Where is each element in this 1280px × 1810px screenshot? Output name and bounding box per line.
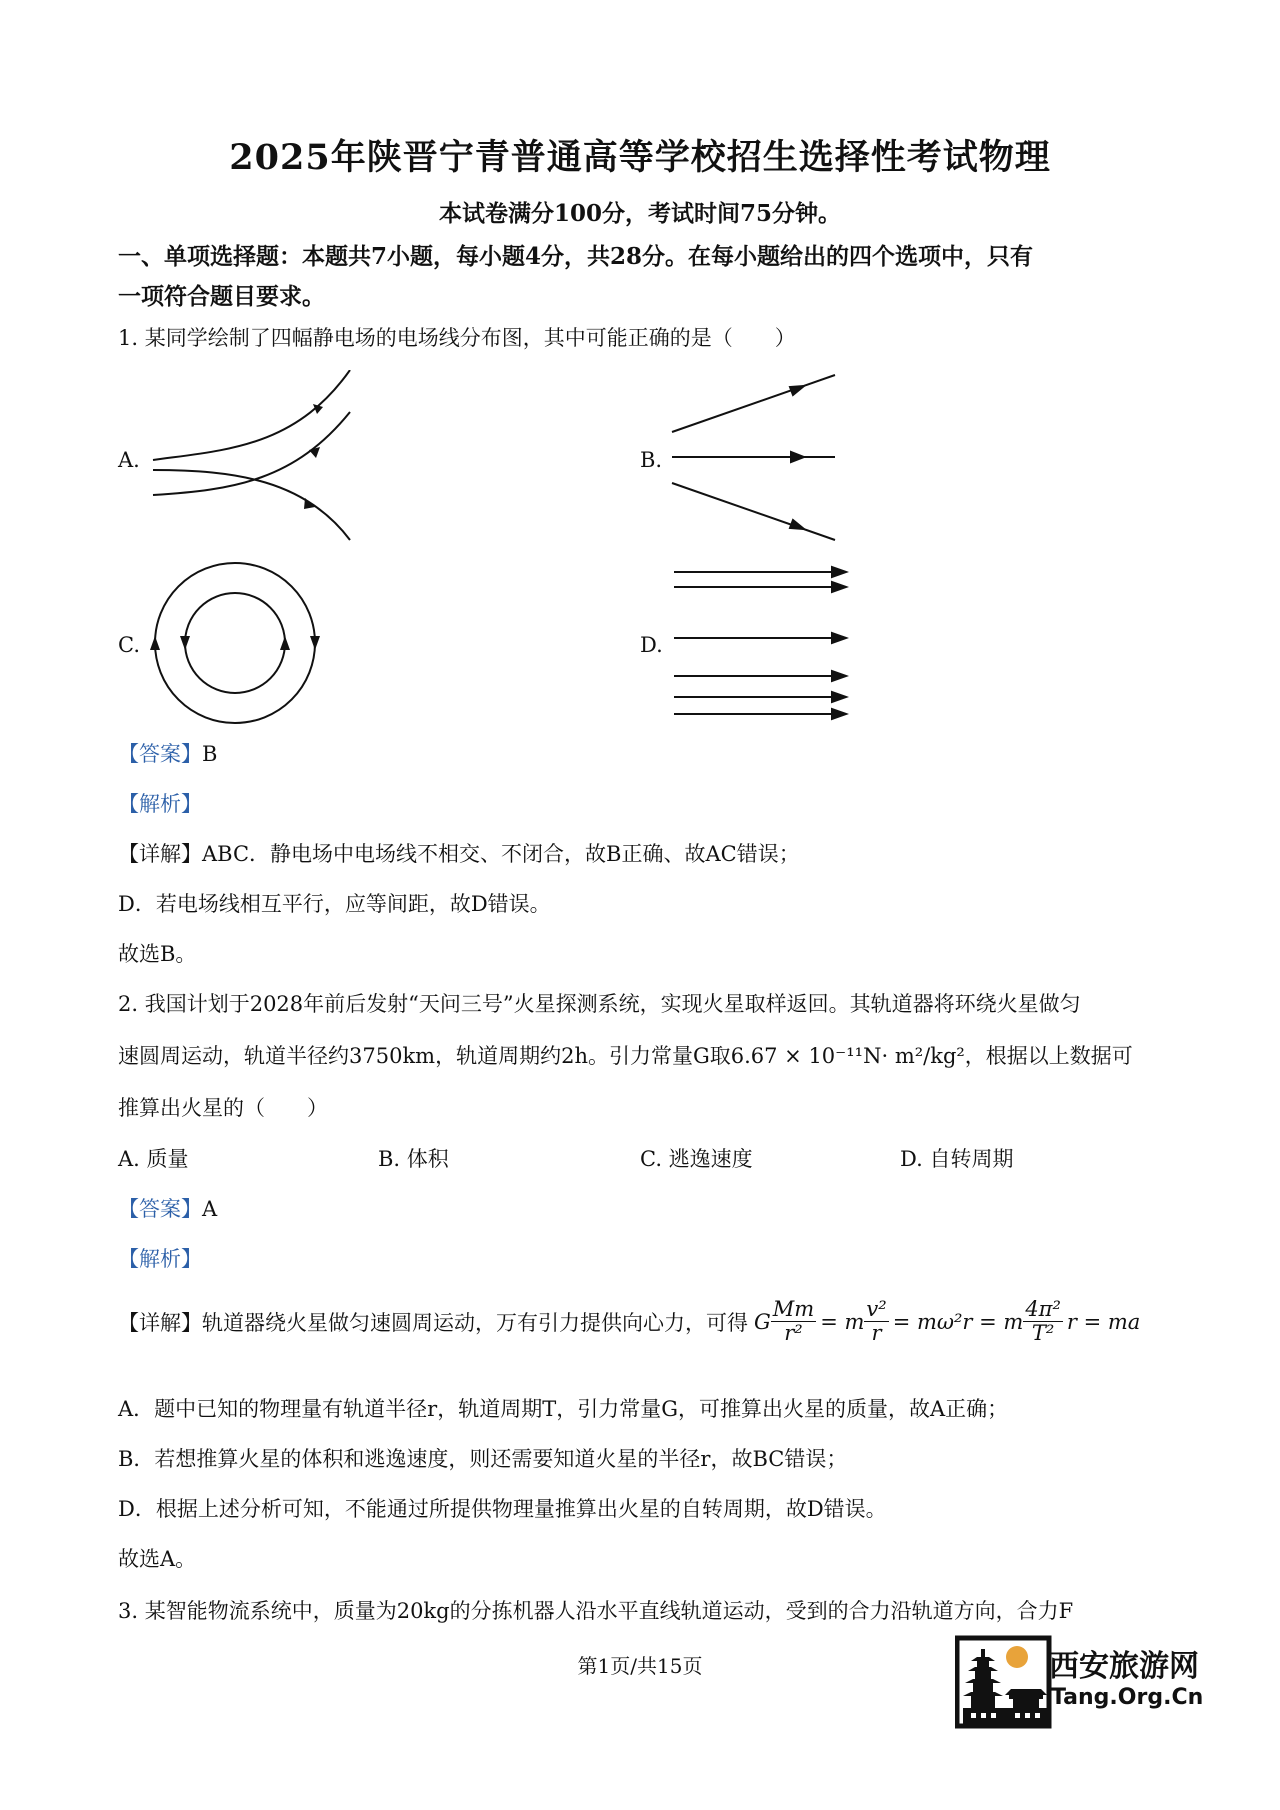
field-loop-inner (185, 593, 285, 693)
q1-diagram-b (670, 370, 840, 545)
page-number: 第1页/共15页 (577, 1654, 703, 1678)
arrow-c-outer-right (310, 636, 320, 650)
q1-option-a-label: A. (118, 448, 140, 472)
field-line-b3 (672, 483, 835, 540)
fraction-v2-r: $\frac{\text{v²}}{r}$ (866, 1297, 887, 1346)
field-line-a2 (153, 412, 350, 495)
q2-analysis-tag: 【解析】 (118, 1247, 202, 1271)
section-heading-line1: 一、单项选择题：本题共7小题，每小题4分，共28分。在每小题给出的四个选项中，只有 (118, 243, 1034, 270)
q2-conclusion: 故选A。 (118, 1547, 197, 1571)
q1-diagram-a (145, 370, 365, 545)
arrow-a3 (304, 498, 315, 509)
q1-answer: 【答案】B (118, 742, 218, 766)
exam-info: 本试卷满分100分，考试时间75分钟。 (438, 200, 842, 227)
q2-stem-1: 2. 我国计划于2028年前后发射“天问三号”火星探测系统，实现火星取样返回。其轨道器将环绕火星做匀 (118, 992, 1081, 1016)
q2-option-d: D. 自转周期 (900, 1147, 1014, 1171)
pagoda-icon (955, 1635, 1055, 1730)
q2-detail-a: A．题中已知的物理量有轨道半径r，轨道周期T，引力常量G，可推算出火星的质量，故A正确； (118, 1397, 1009, 1421)
arrow-b3 (790, 520, 804, 529)
watermark-logo (955, 1635, 1205, 1730)
q1-diagram-c (150, 558, 320, 728)
fraction-4pi2-T2: 4π² T² (1025, 1297, 1061, 1346)
page-title: 2025年陕晋宁青普通高等学校招生选择性考试物理 (229, 137, 1051, 178)
arrow-b1 (790, 386, 804, 395)
q2-option-b: B. 体积 (378, 1147, 449, 1171)
q1-detail-2: D．若电场线相互平行，应等间距，故D错误。 (118, 892, 551, 916)
arrow-a2 (309, 447, 320, 458)
arrow-c-outer-left (150, 636, 160, 650)
q1-conclusion: 故选B。 (118, 942, 197, 966)
arrow-c-inner-left (180, 636, 190, 650)
q3-stem: 3. 某智能物流系统中，质量为20kg的分拣机器人沿水平直线轨道运动，受到的合力沿轨道方向，合力F (118, 1599, 1074, 1623)
q2-option-a: A. 质量 (118, 1147, 189, 1171)
q1-diagram-d (672, 560, 852, 730)
q1-option-c-label: C. (118, 633, 140, 657)
q2-option-c: C. 逃逸速度 (640, 1147, 753, 1171)
q1-option-d-label: D. (640, 633, 663, 657)
q1-detail-1: 【详解】ABC．静电场中电场线不相交、不闭合，故B正确、故AC错误； (118, 842, 800, 866)
q1-analysis-tag: 【解析】 (118, 792, 202, 816)
field-line-b1 (672, 375, 835, 432)
field-loop-outer (155, 563, 315, 723)
fraction-Mm-r2: $\frac{Mm}{\text{r²}}$ (772, 1297, 815, 1346)
q2-stem-2: 速圆周运动，轨道半径约3750km，轨道周期约2h。引力常量G取6.67 × 10⁻¹¹N· m²/kg²，根据以上数据可 (118, 1044, 1133, 1068)
q2-stem-3: 推算出火星的（ ） (118, 1096, 328, 1120)
field-line-a1 (153, 370, 350, 460)
q1-stem: 1. 某同学绘制了四幅静电场的电场线分布图，其中可能正确的是（ ） (118, 326, 796, 350)
watermark-text-cn: 西安旅游网 (1049, 1649, 1199, 1684)
q2-detail-formula-line: 【详解】 轨道器绕火星做匀速圆周运动，万有引力提供向心力，可得 G $\frac{Mm}{\text{r²}}$ = m $\frac{\text{v²}}{r}$ = mω²r = m 4π² T² r = ma (118, 1297, 1141, 1346)
q2-detail-d: D．根据上述分析可知，不能通过所提供物理量推算出火星的自转周期，故D错误。 (118, 1497, 887, 1521)
q2-answer: 【答案】A (118, 1197, 218, 1221)
q2-detail-b: B．若想推算火星的体积和逃逸速度，则还需要知道火星的半径r，故BC错误； (118, 1447, 848, 1471)
section-heading-line2: 一项符合题目要求。 (118, 283, 325, 310)
arrow-b2 (791, 452, 804, 462)
q1-option-b-label: B. (640, 448, 663, 472)
watermark-text-url: Tang.Org.Cn (1051, 1685, 1204, 1710)
arrow-c-inner-right (280, 636, 290, 650)
